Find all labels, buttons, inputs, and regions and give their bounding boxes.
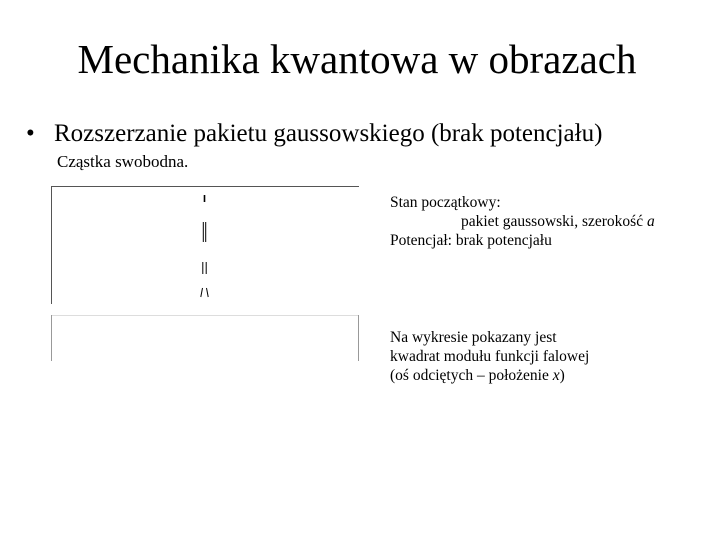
initial-state-label: Stan początkowy:	[390, 194, 501, 211]
bullet-point	[26, 118, 602, 150]
bullet-marker: •	[26, 120, 35, 147]
potential-label: Potencjał: brak potencjału	[390, 232, 552, 249]
initial-state-description	[390, 193, 655, 250]
width-symbol: a	[646, 213, 655, 230]
wavepacket-plot-svg	[51, 186, 359, 304]
plot-description-line-3	[390, 366, 589, 385]
wavepacket-plot-top	[51, 186, 359, 304]
slide-subtitle: Cząstka swobodna.	[57, 152, 189, 171]
plot-description-line-1: Na wykresie pokazany jest	[390, 329, 557, 346]
axis-note-suffix: )	[559, 367, 565, 384]
bullet-text: Rozszerzanie pakietu gaussowskiego (brak potencjału)	[54, 120, 603, 147]
plot-description-line-2: kwadrat modułu funkcji falowej	[390, 348, 590, 365]
wavepacket-right-tail	[207, 288, 209, 297]
wavepacket-left-tail	[201, 288, 203, 297]
slide-title: Mechanika kwantowa w obrazach	[77, 36, 637, 82]
potential-plot-svg	[51, 315, 359, 361]
plot-description	[390, 328, 589, 385]
potential-plot-frame	[52, 316, 359, 362]
axis-note-prefix: (oś odciętych – położenie	[390, 367, 553, 384]
initial-state-detail	[390, 212, 655, 231]
potential-plot-bottom	[51, 315, 359, 361]
position-symbol: x	[552, 367, 560, 384]
initial-state-text: pakiet gaussowski, szerokość	[461, 213, 647, 230]
